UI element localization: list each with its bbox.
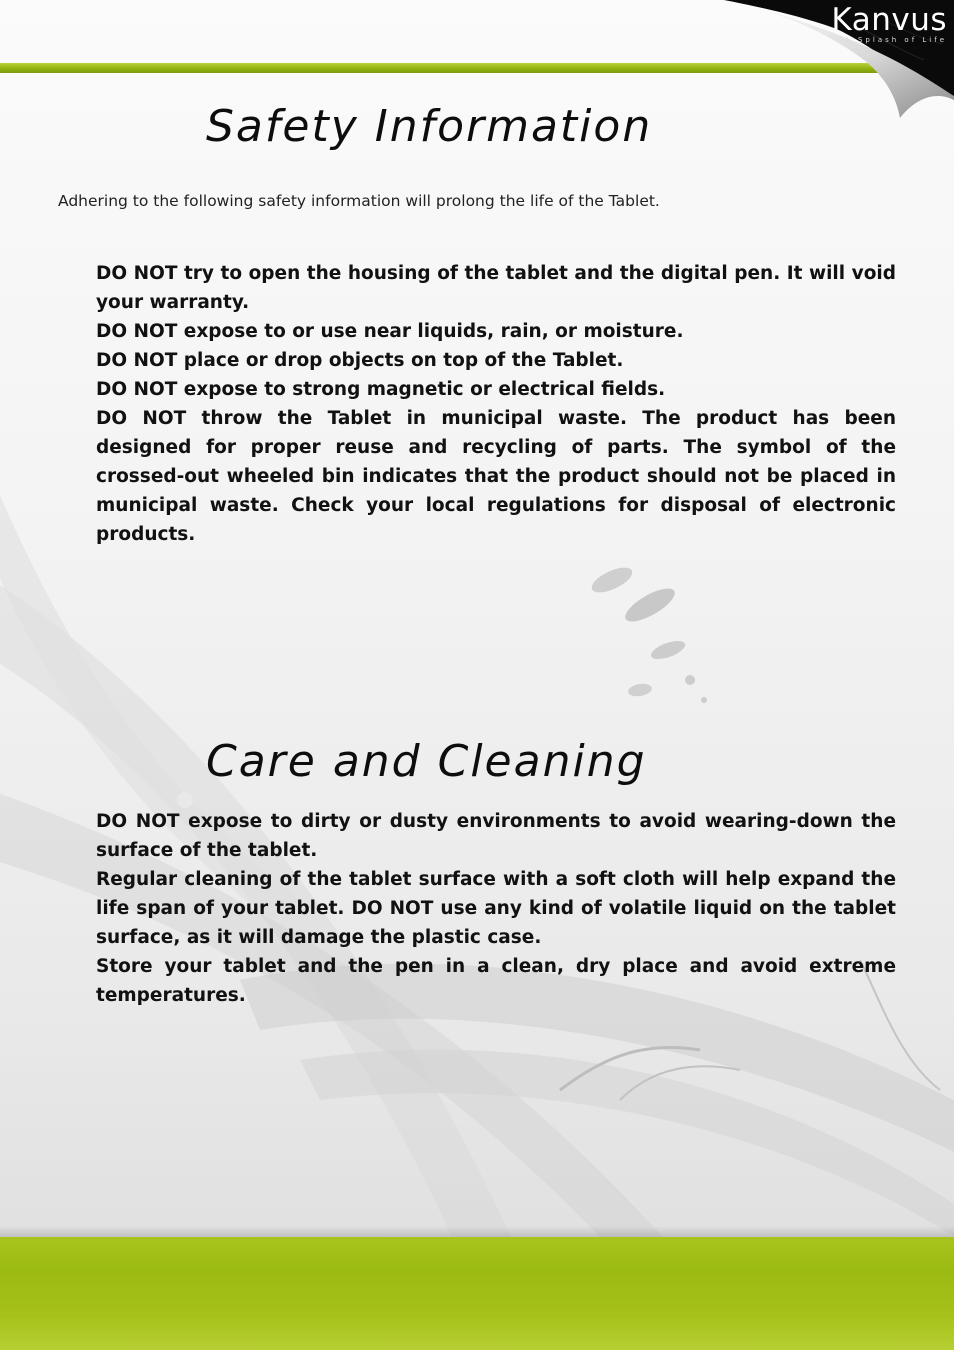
safety-rule: DO NOT throw the Tablet in municipal waste. The product has been designed for proper reuse and recycling of parts. The symbol of the crossed-out wheeled bin indicates that the product should not be placed in municipal waste. Check your local regulations for disposal of electronic products. [96, 408, 896, 545]
bottom-accent-bar [0, 1237, 954, 1350]
safety-rule: DO NOT try to open the housing of the tablet and the digital pen. It will void your warranty. [96, 263, 896, 313]
safety-rule: DO NOT expose to or use near liquids, rain, or moisture. [96, 321, 684, 342]
safety-rule: DO NOT place or drop objects on top of the Tablet. [96, 350, 624, 371]
brand-logo [831, 2, 947, 44]
brand-name: Kanvus [831, 2, 947, 38]
safety-rules-list [96, 259, 896, 549]
brand-tagline: A Splash of Life [844, 36, 947, 44]
care-rules-list [96, 807, 896, 1010]
care-title: Care and Cleaning [206, 736, 647, 787]
safety-title: Safety Information [206, 101, 653, 152]
safety-rule: DO NOT expose to strong magnetic or electrical fields. [96, 379, 666, 400]
care-rule: Store your tablet and the pen in a clean, dry place and avoid extreme temperatures. [96, 956, 896, 1006]
safety-intro: Adhering to the following safety information will prolong the life of the Tablet. [58, 192, 660, 210]
care-rule: Regular cleaning of the tablet surface with a soft cloth will help expand the life span of your tablet. DO NOT use any kind of volatile liquid on the tablet surface, as it will damage the plastic case. [96, 869, 896, 948]
care-rule: DO NOT expose to dirty or dusty environments to avoid wearing-down the surface of the tablet. [96, 811, 896, 861]
